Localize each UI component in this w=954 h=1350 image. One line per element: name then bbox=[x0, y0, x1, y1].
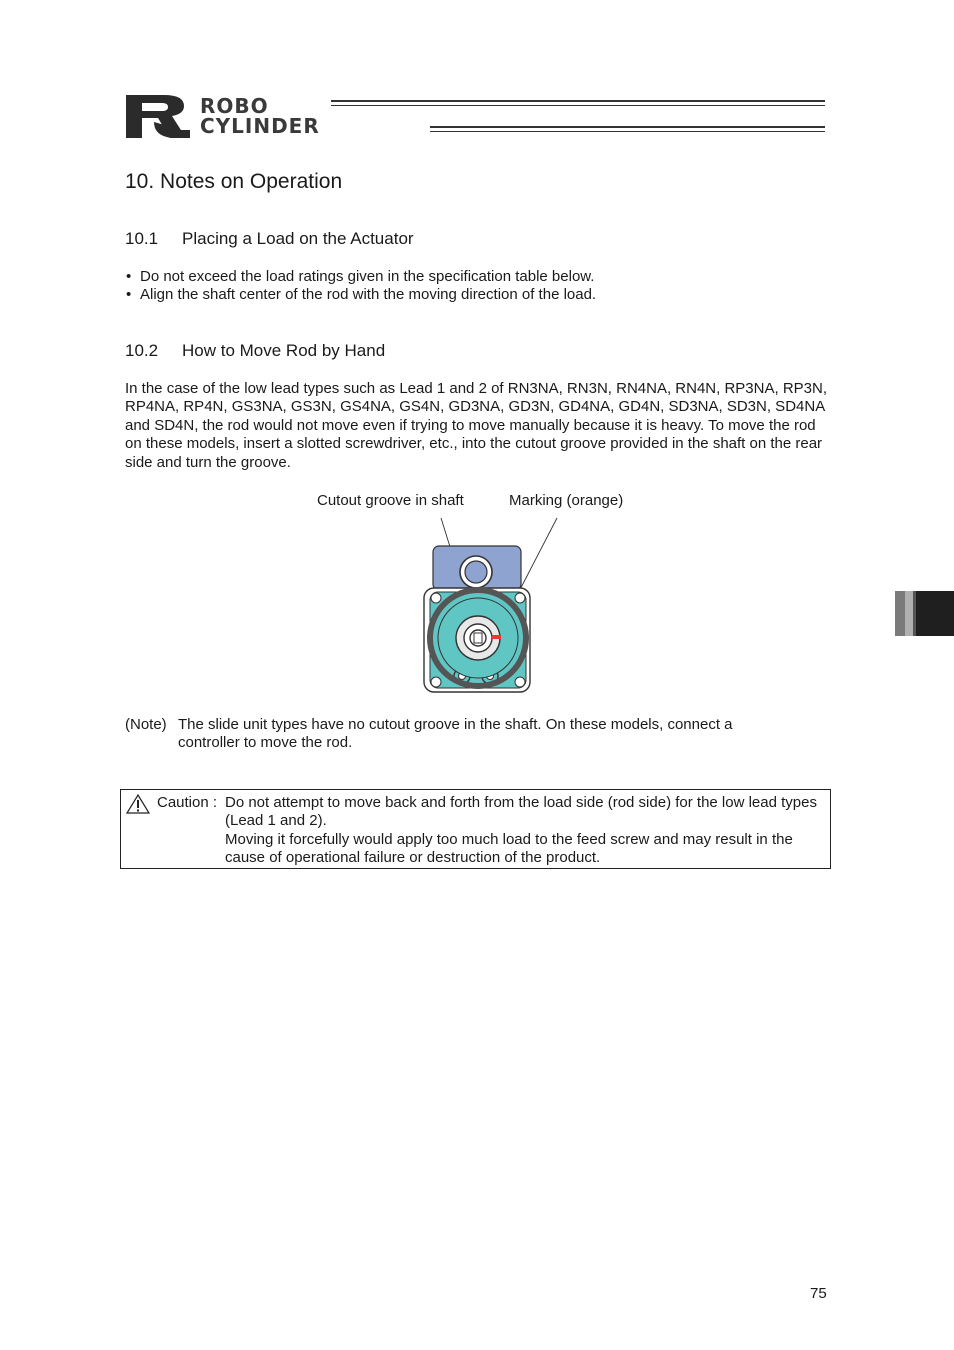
body-paragraph: In the case of the low lead types such as Lead 1 and 2 of RN3NA, RN3N, RN4NA, RN4N, RP3NA, RP3N, RP4NA, RP4N, GS3NA, GS3N, GS4NA, GS4N, GD3NA, GD3N, GD4NA, GD4N, SD3NA, SD3N, SD4NA and SD4N, the rod would not move even if trying to move manually because it is heavy. To move the rod on these models, insert a slotted screwdriver, etc., into the cutout groove provided in the shaft on the rear side and turn the groove. bbox=[125, 380, 827, 471]
note-text: The slide unit types have no cutout groove in the shaft. On these models, connect a controller to move the rod. bbox=[178, 716, 733, 752]
subsection-title: Placing a Load on the Actuator bbox=[182, 229, 414, 248]
rc-logo-icon bbox=[124, 92, 192, 140]
caution-text bbox=[225, 794, 825, 868]
subsection-heading-10-2 bbox=[125, 341, 385, 361]
figure-label-marking: Marking (orange) bbox=[509, 492, 624, 509]
list-item: • Align the shaft center of the rod with the moving direction of the load. bbox=[125, 286, 596, 304]
figure-label-cutout: Cutout groove in shaft bbox=[317, 492, 464, 509]
note-tag: (Note) bbox=[125, 716, 167, 733]
caution-label: Caution : bbox=[157, 794, 218, 811]
subsection-heading-10-1 bbox=[125, 229, 414, 249]
section-title: 10. Notes on Operation bbox=[125, 170, 343, 193]
header-rule-bottom-thin bbox=[430, 131, 825, 132]
brand-cylinder: CYLINDER bbox=[200, 114, 320, 138]
warning-triangle-icon bbox=[126, 794, 150, 814]
caution-text-line-2: Moving it forcefully would apply too much load to the feed screw and may result in the cause of operational failure or destruction of the product. bbox=[225, 830, 793, 867]
header-rule-top-thin bbox=[331, 105, 825, 106]
motor-rear-view-figure bbox=[410, 512, 570, 698]
load-bullet-list bbox=[125, 268, 596, 304]
subsection-number: 10.1 bbox=[125, 229, 159, 248]
header-rule-top bbox=[331, 100, 825, 102]
brand-robo: ROBO bbox=[200, 94, 269, 118]
chapter-tab-marker bbox=[895, 591, 954, 636]
caution-box bbox=[120, 789, 831, 869]
header-rule-bottom bbox=[430, 126, 825, 128]
subsection-title: How to Move Rod by Hand bbox=[182, 341, 386, 360]
subsection-number: 10.2 bbox=[125, 341, 159, 360]
list-item: • Do not exceed the load ratings given in the specification table below. bbox=[125, 268, 596, 286]
caution-text-line-1: Do not attempt to move back and forth from the load side (rod side) for the low lead types (Lead 1 and 2). bbox=[225, 794, 817, 830]
page-number: 75 bbox=[810, 1285, 827, 1302]
